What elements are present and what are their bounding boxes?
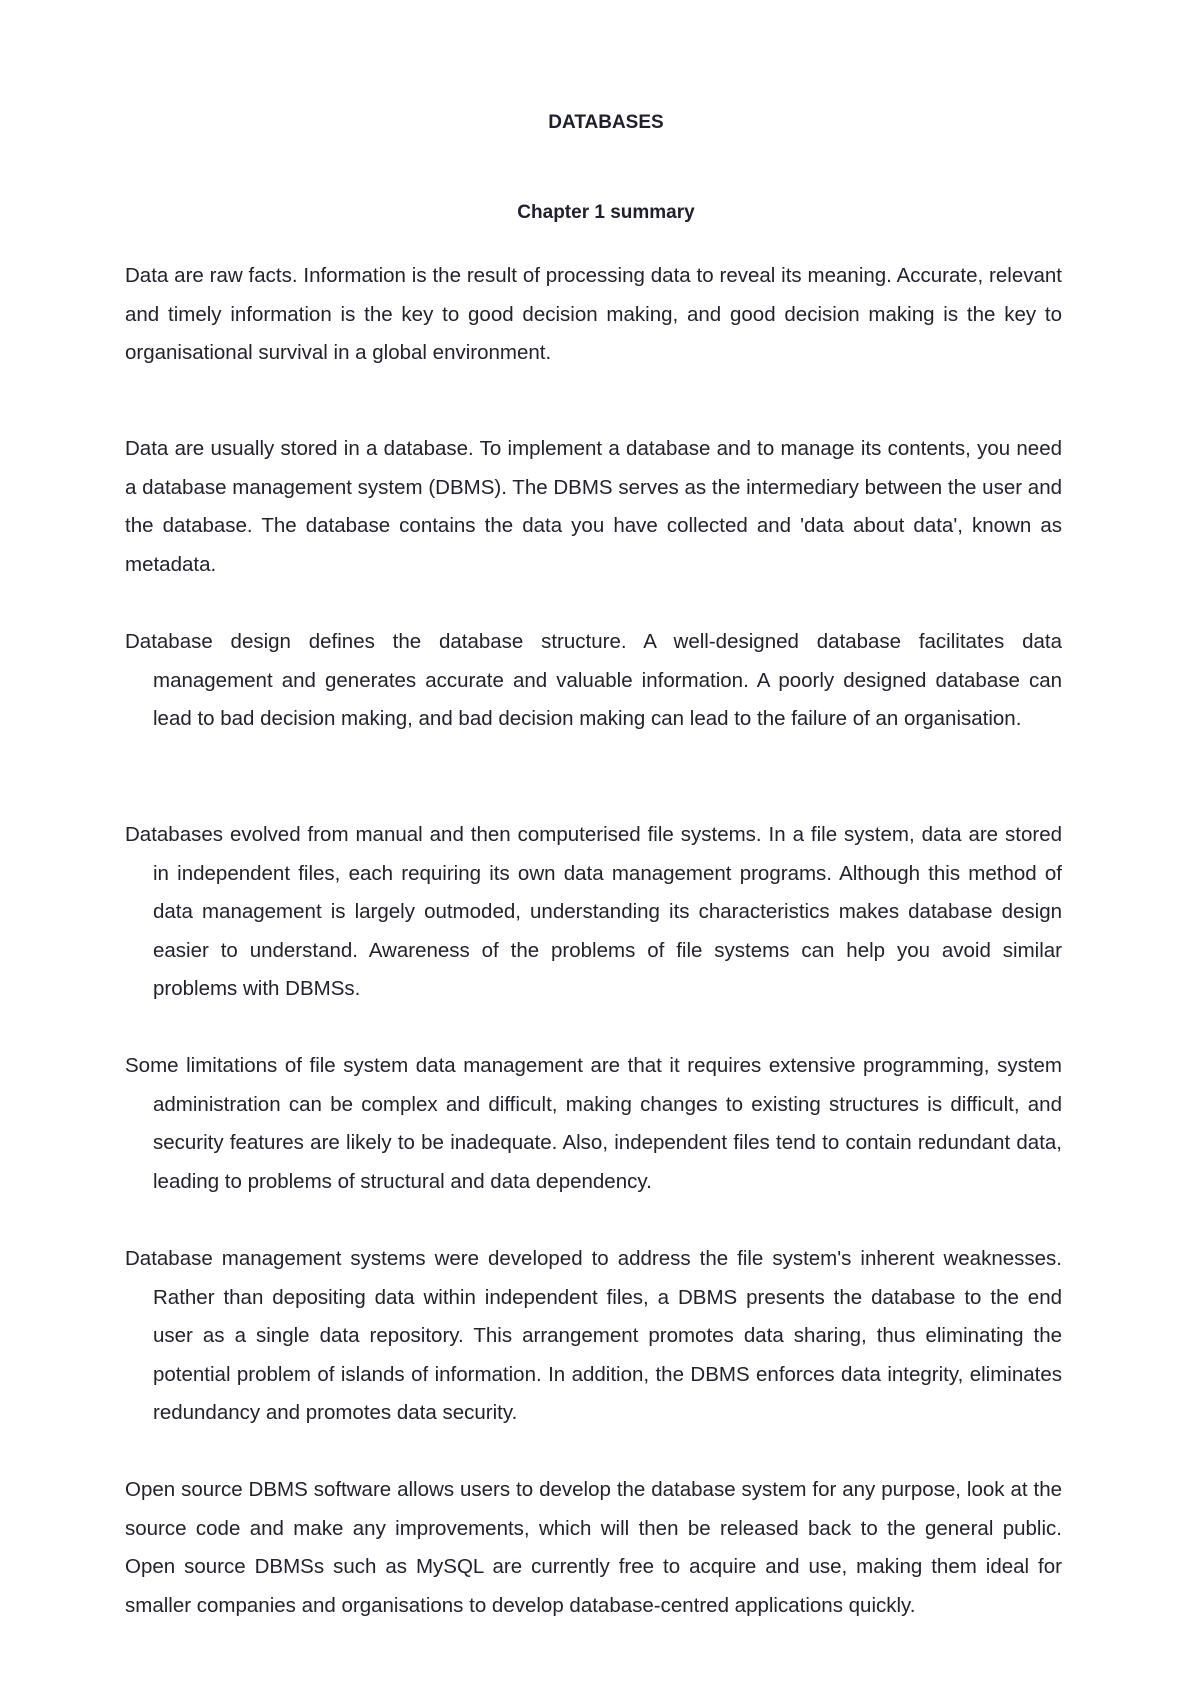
paragraph-file-systems: Databases evolved from manual and then computerised file systems. In a file system, data are stored in independent files, each requiring its own data management programs. Although this method of data management is largely outmoded, understanding its characteristics makes database design easier to understand. Awareness of the problems of file systems can help you avoid similar problems with DBMSs.	[125, 823, 1062, 1000]
paragraph-dbms-advantages: Database management systems were developed to address the file system's inherent weaknesses. Rather than depositing data within independent files, a DBMS presents the database to the end user as a single data repository. This arrangement promotes data sharing, thus eliminating the potential problem of islands of information. In addition, the DBMS enforces data integrity, eliminates redundancy and promotes data security.	[125, 1247, 1062, 1424]
chapter-subtitle: Chapter 1 summary	[517, 202, 695, 223]
paragraph-data-vs-information: Data are raw facts. Information is the result of processing data to reveal its meaning. Accurate, relevant and timely information is the key to good decision making, and good decision making is the key to organisational survival in a global environment.	[125, 264, 1062, 364]
paragraph-open-source-dbms: Open source DBMS software allows users to develop the database system for any purpose, look at the source code and make any improvements, which will then be released back to the general public. Open source DBMSs such as MySQL are currently free to acquire and use, making them ideal for smaller companies and organisations to develop database-centred applications quickly.	[125, 1478, 1062, 1617]
paragraph-dbms-intro: Data are usually stored in a database. To implement a database and to manage its contents, you need a database management system (DBMS). The DBMS serves as the intermediary between the user and the database. The database contains the data you have collected and 'data about data', known as metadata.	[125, 437, 1062, 576]
paragraph-file-system-limitations: Some limitations of file system data management are that it requires extensive programming, system administration can be complex and difficult, making changes to existing structures is difficult, and security features are likely to be inadequate. Also, independent files tend to contain redundant data, leading to problems of structural and data dependency.	[125, 1054, 1062, 1193]
paragraph-database-design: Database design defines the database structure. A well-designed database facilitates data management and generates accurate and valuable information. A poorly designed database can lead to bad decision making, and bad decision making can lead to the failure of an organisation.	[125, 630, 1062, 730]
document-title: DATABASES	[548, 112, 664, 133]
